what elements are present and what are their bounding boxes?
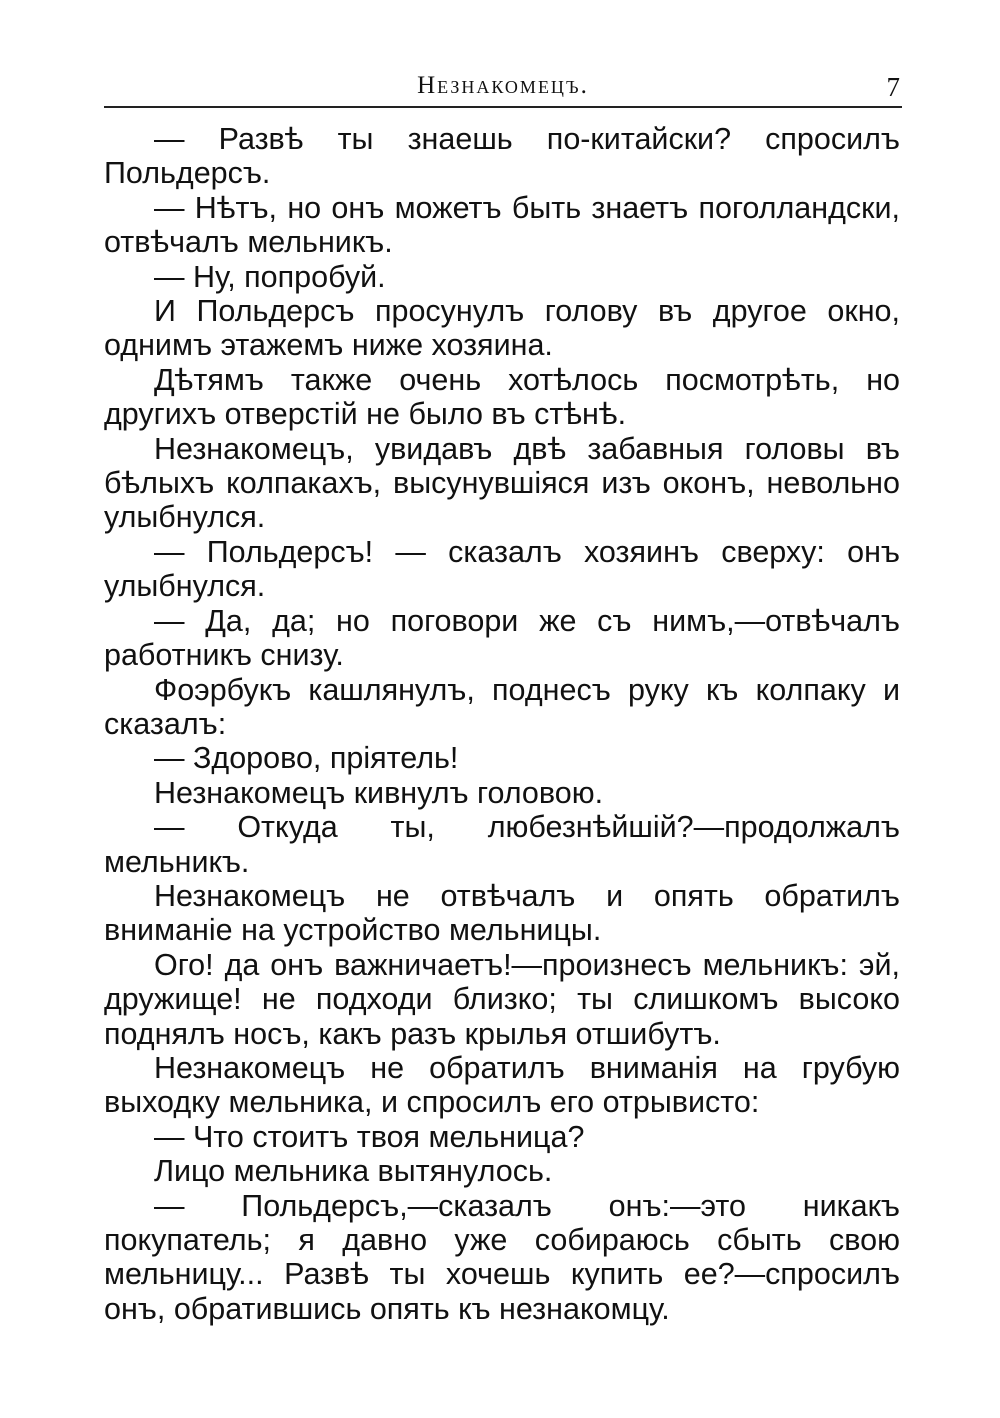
paragraph: Лицо мельника вытянулось. [154,1154,553,1189]
paragraph: — Откуда ты, любезнѣйшій?—продолжалъ мельникъ. [104,810,900,879]
page-number: 7 [886,72,900,102]
paragraph: — Здорово, пріятель! [154,741,459,776]
paragraph: — Нѣтъ, но онъ можетъ быть знаетъ поголландски, отвѣчалъ мельникъ. [104,190,900,260]
paragraph: — Ну, попробуй. [154,259,386,294]
paragraph: — Что стоитъ твоя мельница? [154,1119,585,1154]
paragraph: И Польдерсъ просунулъ голову въ другое окно, однимъ этажемъ ниже хозяина. [104,294,900,363]
paragraph: Дѣтямъ также очень хотѣлось посмотрѣть, но другихъ отверстій не было въ стѣнѣ. [104,362,900,432]
page-header [106,72,900,102]
paragraph: Ого! да онъ важничаетъ!—произнесъ мельникъ: эй, дружище! не подходи близко; ты слишкомъ высоко поднялъ носъ, какъ разъ крылья отшибутъ. [104,947,900,1051]
paragraph: — Польдерсъ! — сказалъ хозяинъ сверху: онъ улыбнулся. [104,534,900,604]
paragraph: Незнакомецъ не отвѣчалъ и опять обратилъ вниманіе на устройство мельницы. [104,878,900,948]
body-text [104,122,900,1326]
paragraph: Незнакомецъ, увидавъ двѣ забавныя головы въ бѣлыхъ колпакахъ, высунувшіяся изъ оконъ, невольно улыбнулся. [104,431,900,535]
paragraph: — Да, да; но поговори же съ нимъ,—отвѣчалъ работникъ снизу. [104,603,900,673]
header-rule [104,106,902,108]
paragraph: Незнакомецъ кивнулъ головою. [154,775,604,810]
paragraph: — Развѣ ты знаешь по-китайски? спросилъ Польдерсъ. [104,122,900,191]
running-title: Незнакомецъ. [417,72,589,99]
paragraph: — Польдерсъ,—сказалъ онъ:—это никакъ покупатель; я давно уже собираюсь сбыть свою мельницу... Развѣ ты хочешь купить ее?—спросилъ онъ, обратившись опять къ незнакомцу. [104,1188,900,1326]
paragraph: Фоэрбукъ кашлянулъ, поднесъ руку къ колпаку и сказалъ: [104,672,900,741]
paragraph: Незнакомецъ не обратилъ вниманія на грубую выходку мельника, и спросилъ его отрывисто: [104,1050,900,1120]
